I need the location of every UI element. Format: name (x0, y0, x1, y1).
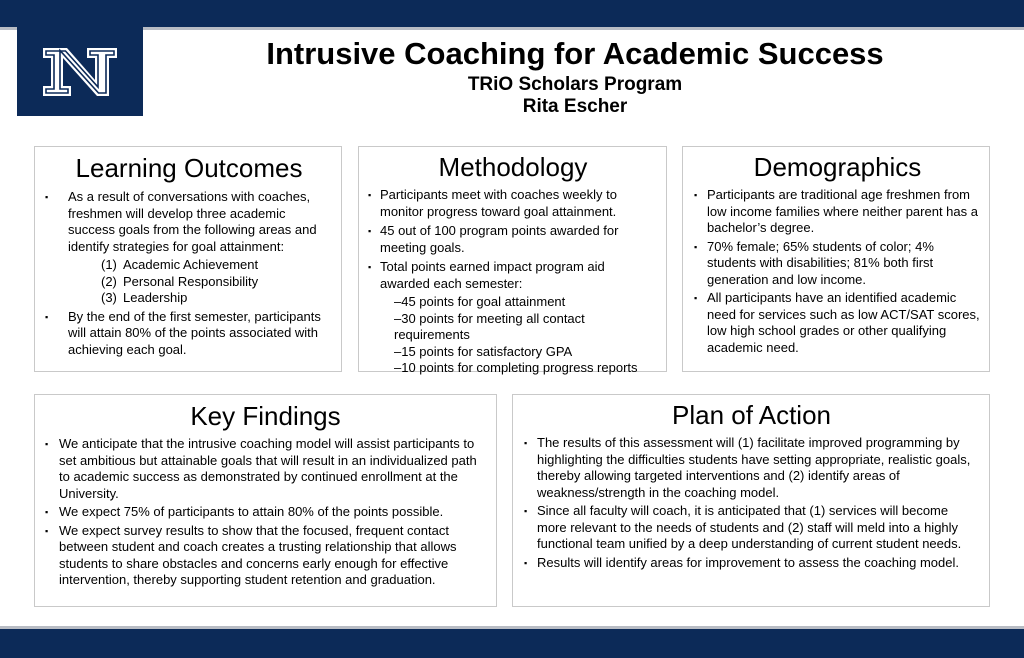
methodology-heading: Methodology (438, 152, 588, 182)
learning-outcomes-panel (34, 146, 342, 372)
demographics-panel (682, 146, 990, 372)
key-findings-list (45, 436, 486, 589)
goal-item (45, 257, 333, 274)
demographics-heading: Demographics (753, 152, 922, 182)
list-item-text: Results will identify areas for improvement to assess the coaching model. (537, 554, 959, 570)
top-banner-divider (0, 27, 1024, 30)
poster-title: Intrusive Coaching for Academic Success (266, 36, 884, 71)
list-item (524, 555, 979, 572)
goal-text: Leadership (123, 290, 188, 305)
goal-text: Academic Achievement (123, 257, 259, 272)
bullet-icon: ▪ (368, 262, 372, 272)
list-item (524, 503, 979, 553)
list-item-text: We expect 75% of participants to attain 80% of the points possible. (59, 504, 444, 519)
bullet-icon: ▪ (368, 190, 372, 200)
bullet-icon: ▪ (368, 226, 372, 236)
list-item-text: Participants meet with coaches weekly to monitor progress toward goal attainment. (380, 187, 617, 219)
program-name: TRiO Scholars Program (467, 74, 683, 95)
methodology-panel (358, 146, 667, 375)
bullet-icon: ▪ (524, 438, 528, 448)
list-item (524, 435, 979, 501)
list-item-text: We anticipate that the intrusive coaching model will assist participants to set ambitious but attainable goals that will result in an individualized path to academic success as demonstrated by continued enrollment at the University. (59, 436, 477, 501)
points-item: –10 points for completing progress reports (394, 360, 638, 375)
list-item (368, 259, 658, 292)
demographics-list (694, 187, 981, 356)
bottom-banner (0, 629, 1024, 658)
bullet-icon: ▪ (45, 507, 49, 517)
learning-outcomes-list (45, 189, 333, 358)
key-findings-panel (34, 394, 497, 607)
list-item (45, 309, 333, 359)
list-item (694, 187, 981, 237)
goal-item (45, 290, 333, 307)
list-item (694, 290, 981, 356)
author-name: Rita Escher (522, 96, 628, 117)
goal-number: (3) (101, 290, 117, 305)
bullet-icon: ▪ (45, 311, 49, 322)
list-item (45, 523, 486, 589)
list-item-text: The results of this assessment will (1) facilitate improved programming by highlighting the difficulties students have setting appropriate, realistic goals, thereby allowing targeted interventions and (2) identify areas of weakness/strength in the coaching model. (537, 435, 971, 500)
list-item-text: By the end of the first semester, participants will attain 80% of the points associated with achieving each goal. (68, 308, 321, 357)
list-item (368, 187, 658, 220)
list-item-text: As a result of conversations with coaches, freshmen will develop three academic success goals from the following areas and identify strategies for goal attainment: (68, 189, 317, 254)
bullet-icon: ▪ (694, 293, 698, 303)
bullet-icon: ▪ (694, 241, 698, 252)
goal-item (45, 274, 333, 291)
list-item (694, 239, 981, 289)
plan-of-action-list (524, 435, 979, 571)
bullet-icon: ▪ (524, 557, 528, 568)
bullet-icon: ▪ (524, 506, 528, 516)
goal-number: (2) (101, 273, 117, 289)
top-banner (0, 0, 1024, 27)
bullet-icon: ▪ (694, 190, 698, 200)
list-item (45, 504, 486, 521)
poster-header (160, 36, 990, 118)
list-item-text: Total points earned impact program aid awarded each semester: (380, 259, 605, 291)
list-item (45, 436, 486, 502)
bullet-icon: ▪ (45, 192, 49, 202)
goal-number: (1) (101, 257, 117, 272)
list-item (45, 189, 333, 255)
plan-of-action-panel (512, 394, 990, 607)
goal-text: Personal Responsibility (123, 273, 259, 289)
key-findings-heading: Key Findings (190, 401, 341, 431)
list-item-text: Participants are traditional age freshmen from low income families where neither parent has a bachelor’s degree. (707, 187, 978, 235)
points-item: –15 points for satisfactory GPA (394, 343, 573, 359)
list-item (368, 223, 658, 256)
learning-outcomes-heading: Learning Outcomes (75, 153, 303, 183)
list-item-text: Since all faculty will coach, it is anticipated that (1) services will become more relevant to the needs of students and (2) staff will meld into a highly functional team unified by a deep understanding of current student needs. (537, 503, 962, 551)
block-n-icon (41, 46, 119, 98)
points-item: –30 points for meeting all contact requirements (394, 310, 585, 342)
list-item-text: 70% female; 65% students of color; 4% students with disabilities; 81% both first generation and low income. (707, 238, 934, 287)
methodology-list (368, 187, 658, 377)
list-item-text: We expect survey results to show that the focused, frequent contact between student and coach creates a trusting relationship that allows students to share obstacles and concerns early enough for effective intervention, thereby supporting student retention and graduation. (59, 522, 457, 587)
list-item-text: 45 out of 100 program points awarded for meeting goals. (380, 223, 619, 255)
university-logo (17, 27, 143, 116)
points-item: –45 points for goal attainment (394, 294, 566, 309)
list-item-text: All participants have an identified academic need for services such as low ACT/SAT scores, low high school grades or other qualifying academic need. (707, 290, 980, 355)
bullet-icon: ▪ (45, 439, 49, 449)
bullet-icon: ▪ (45, 525, 49, 536)
plan-of-action-heading: Plan of Action (672, 400, 831, 430)
